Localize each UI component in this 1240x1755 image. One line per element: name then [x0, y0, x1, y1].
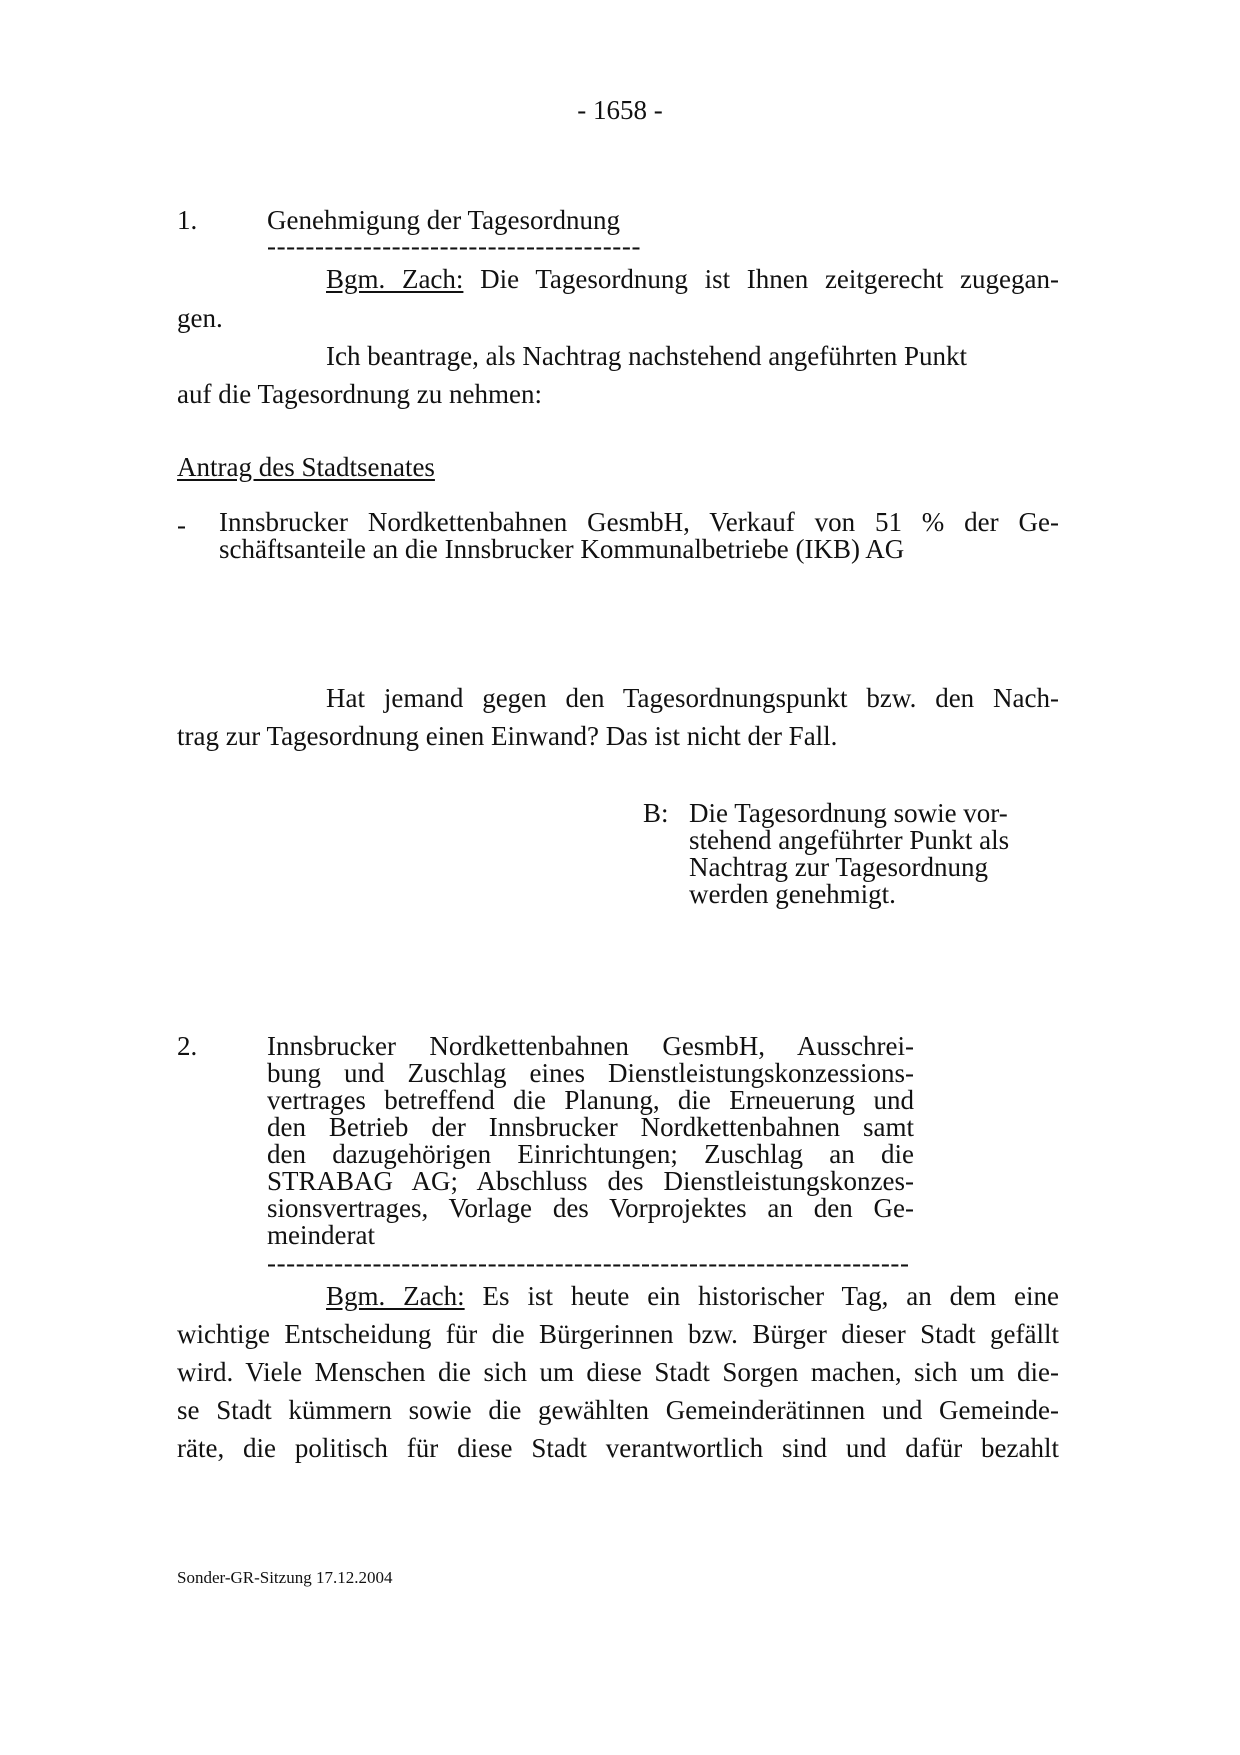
item-1-para-1-text: Die Tagesordnung ist Ihnen zeitgerecht zugegan- — [480, 264, 1059, 294]
item-1-para-2-line-1: Ich beantrage, als Nachtrag nachstehend angeführten Punkt — [326, 341, 967, 371]
motion-bullet: - — [177, 510, 186, 540]
item-2-title-line: STRABAG AG; Abschluss des Dienstleistungskonzes- — [267, 1166, 914, 1196]
item-2-body-line: wichtige Entscheidung für die Bürgerinnen bzw. Bürger dieser Stadt gefällt — [177, 1319, 1059, 1349]
resolution-line: Die Tagesordnung sowie vor- — [689, 798, 1008, 828]
item-2-title-line: sionsvertrages, Vorlage des Vorprojektes an den Ge- — [267, 1193, 914, 1223]
item-2-title-line: meinderat — [267, 1220, 375, 1250]
motion-line-1: Innsbrucker Nordkettenbahnen GesmbH, Verkauf von 51 % der Ge- — [219, 507, 1059, 537]
motion-heading: Antrag des Stadtsenates — [177, 452, 435, 482]
item-2-body-line: räte, die politisch für diese Stadt verantwortlich sind und dafür bezahlt — [177, 1433, 1059, 1463]
item-2-body-line: se Stadt kümmern sowie die gewählten Gemeinderätinnen und Gemeinde- — [177, 1395, 1059, 1425]
item-2-para-1-line-1 — [177, 1279, 1059, 1313]
speaker-label: Bgm. Zach: — [326, 1281, 465, 1311]
item-2-rule: ------------------------------------------------------------------- — [267, 1248, 910, 1278]
item-1-para-3-line-1: Hat jemand gegen den Tagesordnungspunkt bzw. den Nach- — [326, 683, 1059, 713]
item-1-number: 1. — [177, 205, 198, 235]
item-2-title-line: Innsbrucker Nordkettenbahnen GesmbH, Ausschrei- — [267, 1031, 914, 1061]
speaker-label: Bgm. Zach: — [326, 264, 464, 294]
footer-session-label: Sonder-GR-Sitzung 17.12.2004 — [177, 1568, 393, 1587]
item-2-title-line: den Betrieb der Innsbrucker Nordkettenbahnen samt — [267, 1112, 914, 1142]
item-2-title-line: vertrages betreffend die Planung, die Erneuerung und — [267, 1085, 914, 1115]
item-1-title: Genehmigung der Tagesordnung — [267, 205, 621, 235]
item-2-number: 2. — [177, 1031, 198, 1061]
item-1-para-2-line-2: auf die Tagesordnung zu nehmen: — [177, 379, 543, 409]
resolution-label: B: — [643, 798, 669, 828]
resolution-line: Nachtrag zur Tagesordnung — [689, 852, 989, 882]
resolution-text — [689, 800, 1009, 908]
item-2-para-1-text: Es ist heute ein historischer Tag, an dem eine — [482, 1281, 1059, 1311]
item-1-para-3-line-2: trag zur Tagesordnung einen Einwand? Das ist nicht der Fall. — [177, 721, 838, 751]
item-1-rule: --------------------------------------- — [267, 231, 642, 261]
item-1-para-1-line-1 — [177, 262, 1059, 296]
item-2-title-line: den dazugehörigen Einrichtungen; Zuschlag an die — [267, 1139, 914, 1169]
motion-line-2: schäftsanteile an die Innsbrucker Kommunalbetriebe (IKB) AG — [219, 534, 905, 564]
item-1-para-1-line-2: gen. — [177, 303, 223, 333]
item-2-title — [267, 1033, 914, 1249]
item-2-body-line: wird. Viele Menschen die sich um diese Stadt Sorgen machen, sich um die- — [177, 1357, 1059, 1387]
page-number: - 1658 - — [577, 95, 663, 125]
item-2-title-line: bung und Zuschlag eines Dienstleistungskonzessions- — [267, 1058, 914, 1088]
resolution-line: werden genehmigt. — [689, 879, 896, 909]
resolution-line: stehend angeführter Punkt als — [689, 825, 1010, 855]
